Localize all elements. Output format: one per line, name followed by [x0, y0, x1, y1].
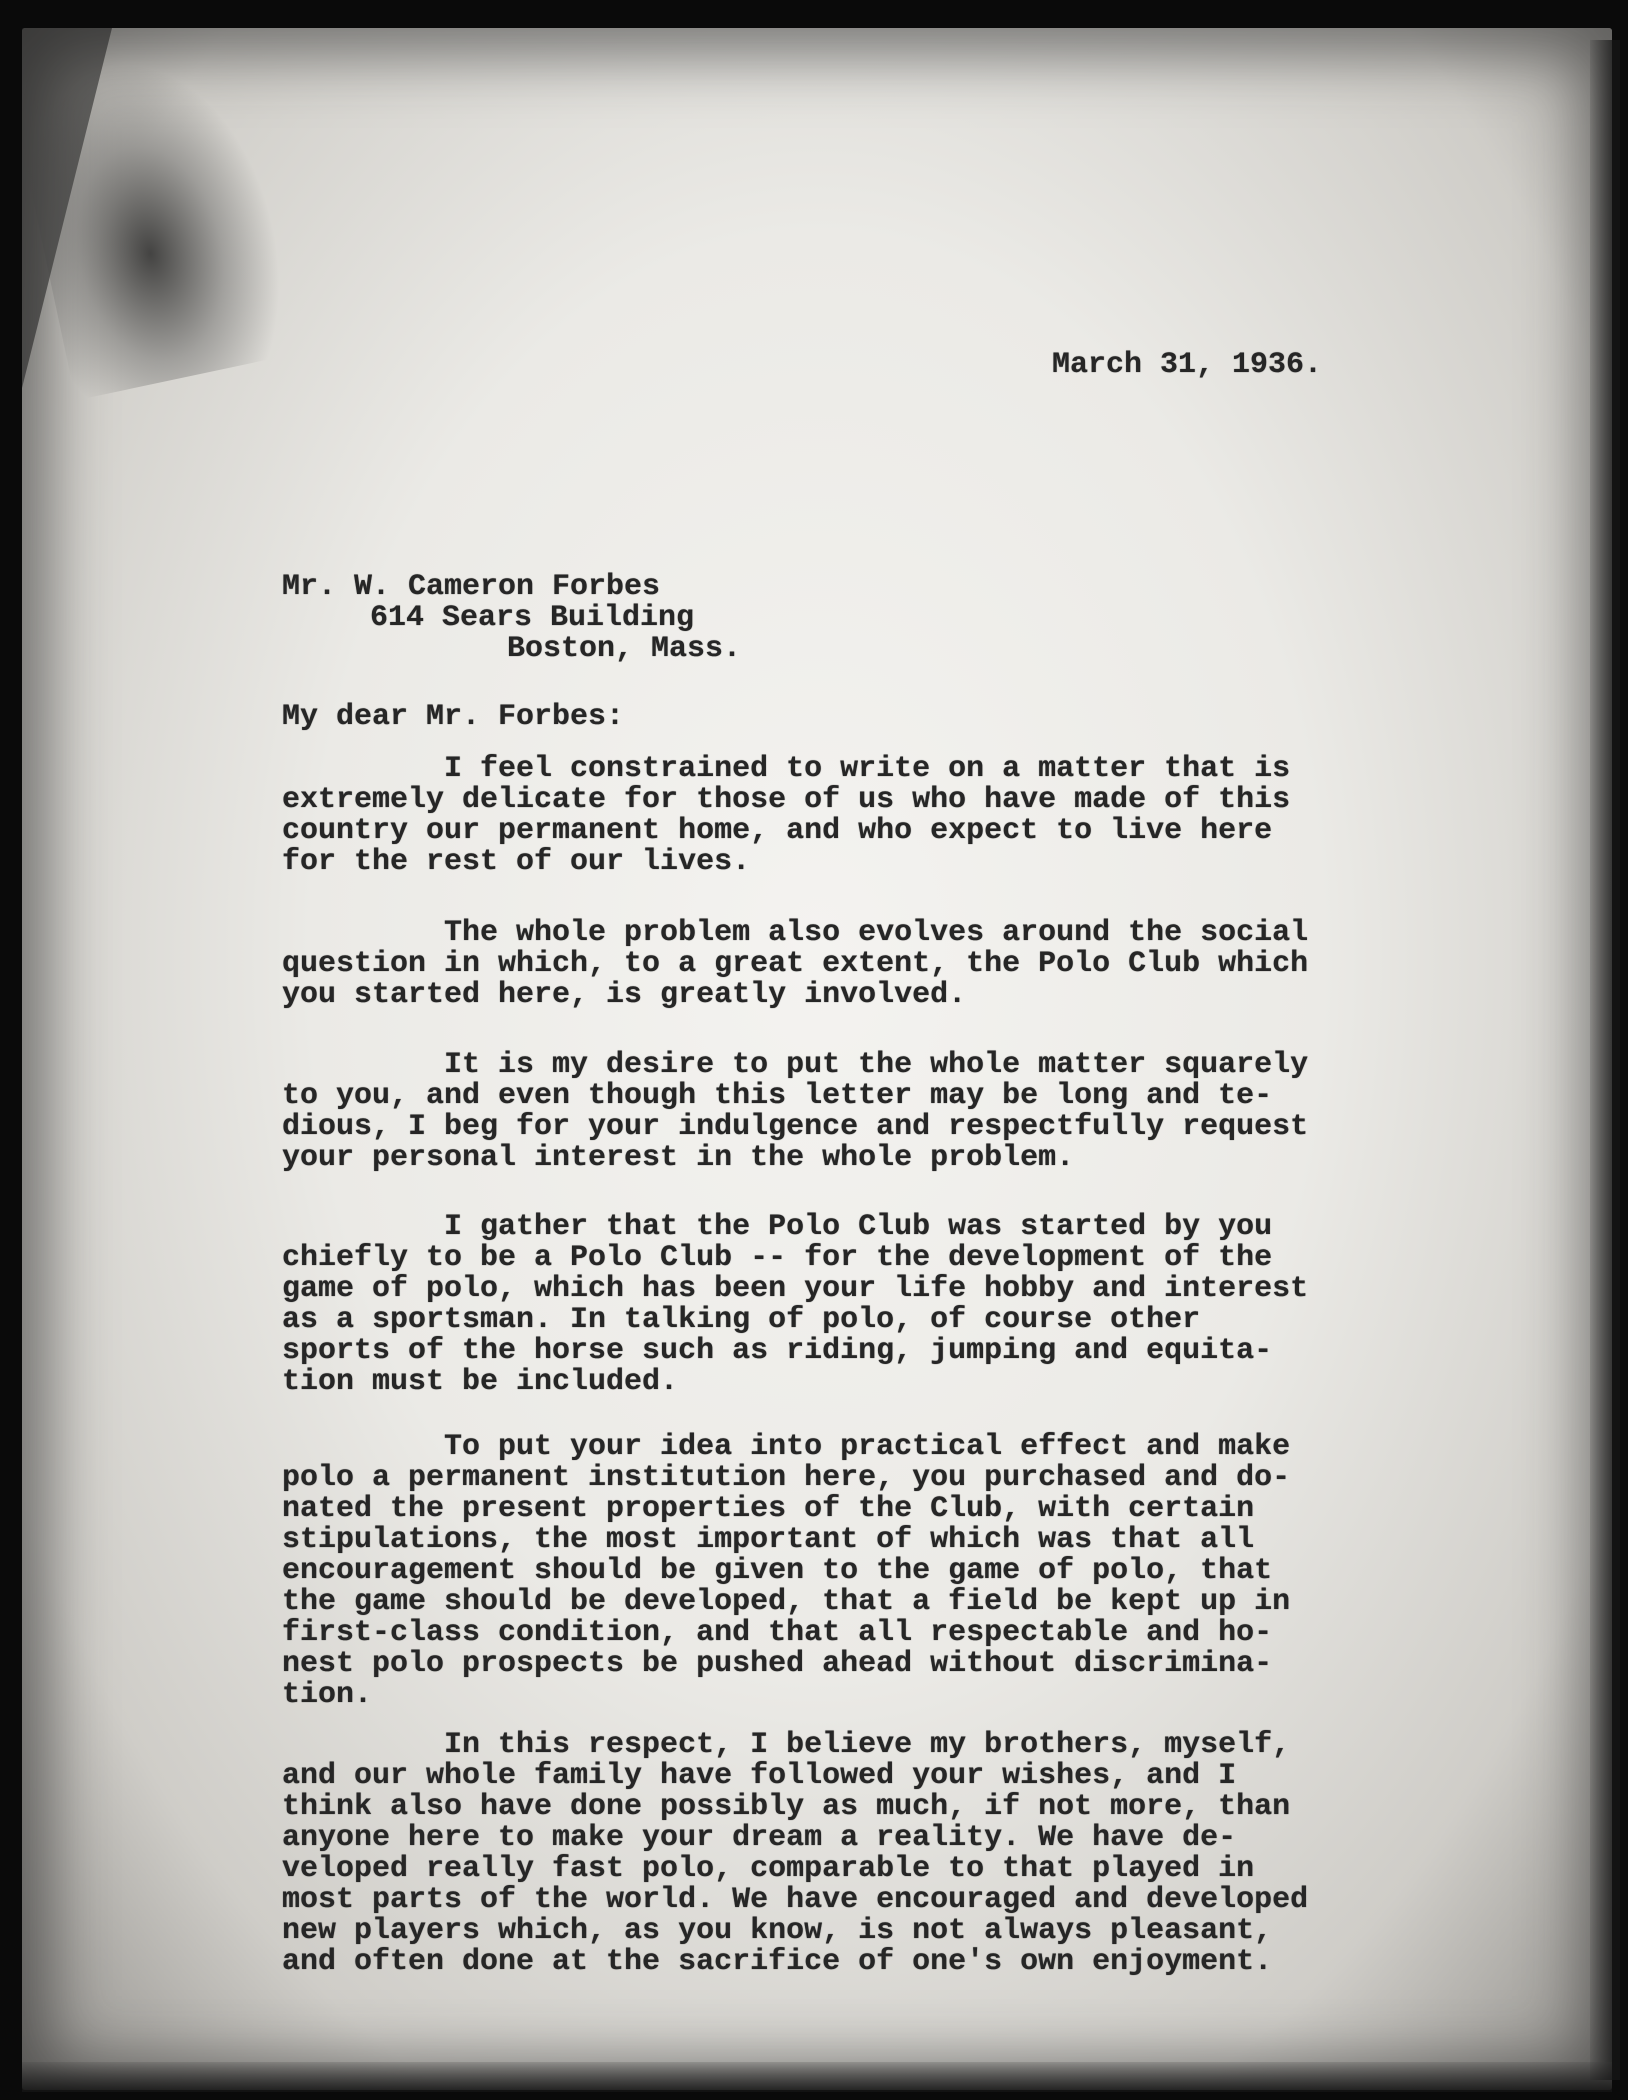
- address-line-1: Mr. W. Cameron Forbes: [282, 570, 661, 604]
- paragraph-line: encouragement should be given to the game of polo, that: [282, 1554, 1273, 1588]
- paragraph-4: [282, 1212, 1308, 1398]
- sheet-right-edge: [1590, 40, 1620, 2080]
- recipient-address: [282, 572, 741, 665]
- paragraph-line: dious, I beg for your indulgence and respectfully request: [282, 1110, 1309, 1144]
- paragraph-line: and often done at the sacrifice of one's own enjoyment.: [282, 1945, 1273, 1979]
- paragraph-line: for the rest of our lives.: [282, 845, 751, 879]
- paragraph-line: extremely delicate for those of us who have made of this: [282, 783, 1291, 817]
- paragraph-line: anyone here to make your dream a reality. We have de-: [282, 1821, 1237, 1855]
- paragraph-2: [282, 918, 1308, 1011]
- paragraph-line: The whole problem also evolves around the social: [282, 916, 1309, 950]
- address-line-2: 614 Sears Building: [370, 601, 695, 635]
- paragraph-line: polo a permanent institution here, you purchased and do-: [282, 1461, 1291, 1495]
- paragraph-5: [282, 1432, 1290, 1711]
- paragraph-line: chiefly to be a Polo Club -- for the development of the: [282, 1241, 1273, 1275]
- letter-date: March 31, 1936.: [1052, 348, 1323, 382]
- paragraph-line: I gather that the Polo Club was started by you: [282, 1210, 1273, 1244]
- paragraph-1: [282, 754, 1290, 878]
- paragraph-3: [282, 1050, 1308, 1174]
- paragraph-line: nated the present properties of the Club, with certain: [282, 1492, 1255, 1526]
- paragraph-line: country our permanent home, and who expect to live here: [282, 814, 1273, 848]
- paragraph-line: game of polo, which has been your life hobby and interest: [282, 1272, 1309, 1306]
- paragraph-line: It is my desire to put the whole matter squarely: [282, 1048, 1309, 1082]
- paragraph-line: To put your idea into practical effect and make: [282, 1430, 1291, 1464]
- paragraph-line: veloped really fast polo, comparable to that played in: [282, 1852, 1255, 1886]
- paragraph-line: first-class condition, and that all respectable and ho-: [282, 1616, 1273, 1650]
- paragraph-line: new players which, as you know, is not always pleasant,: [282, 1914, 1273, 1948]
- paragraph-line: nest polo prospects be pushed ahead without discrimina-: [282, 1647, 1273, 1681]
- paragraph-line: stipulations, the most important of which was that all: [282, 1523, 1255, 1557]
- paragraph-line: and our whole family have followed your wishes, and I: [282, 1759, 1237, 1793]
- paragraph-line: your personal interest in the whole problem.: [282, 1141, 1075, 1175]
- paragraph-line: tion.: [282, 1678, 373, 1712]
- paragraph-line: most parts of the world. We have encouraged and developed: [282, 1883, 1309, 1917]
- address-line-3: Boston, Mass.: [507, 632, 742, 666]
- paragraph-line: tion must be included.: [282, 1365, 679, 1399]
- paragraph-line: sports of the horse such as riding, jumping and equita-: [282, 1334, 1273, 1368]
- paragraph-line: you started here, is greatly involved.: [282, 978, 967, 1012]
- salutation: My dear Mr. Forbes:: [282, 700, 625, 734]
- paragraph-line: to you, and even though this letter may be long and te-: [282, 1079, 1273, 1113]
- paragraph-line: as a sportsman. In talking of polo, of course other: [282, 1303, 1201, 1337]
- paragraph-line: the game should be developed, that a field be kept up in: [282, 1585, 1291, 1619]
- paragraph-line: think also have done possibly as much, if not more, than: [282, 1790, 1291, 1824]
- paragraph-6: [282, 1730, 1308, 1978]
- paragraph-line: question in which, to a great extent, the Polo Club which: [282, 947, 1309, 981]
- paragraph-line: In this respect, I believe my brothers, myself,: [282, 1728, 1291, 1762]
- paragraph-line: I feel constrained to write on a matter that is: [282, 752, 1291, 786]
- sheet-bottom-edge: [22, 2062, 1612, 2092]
